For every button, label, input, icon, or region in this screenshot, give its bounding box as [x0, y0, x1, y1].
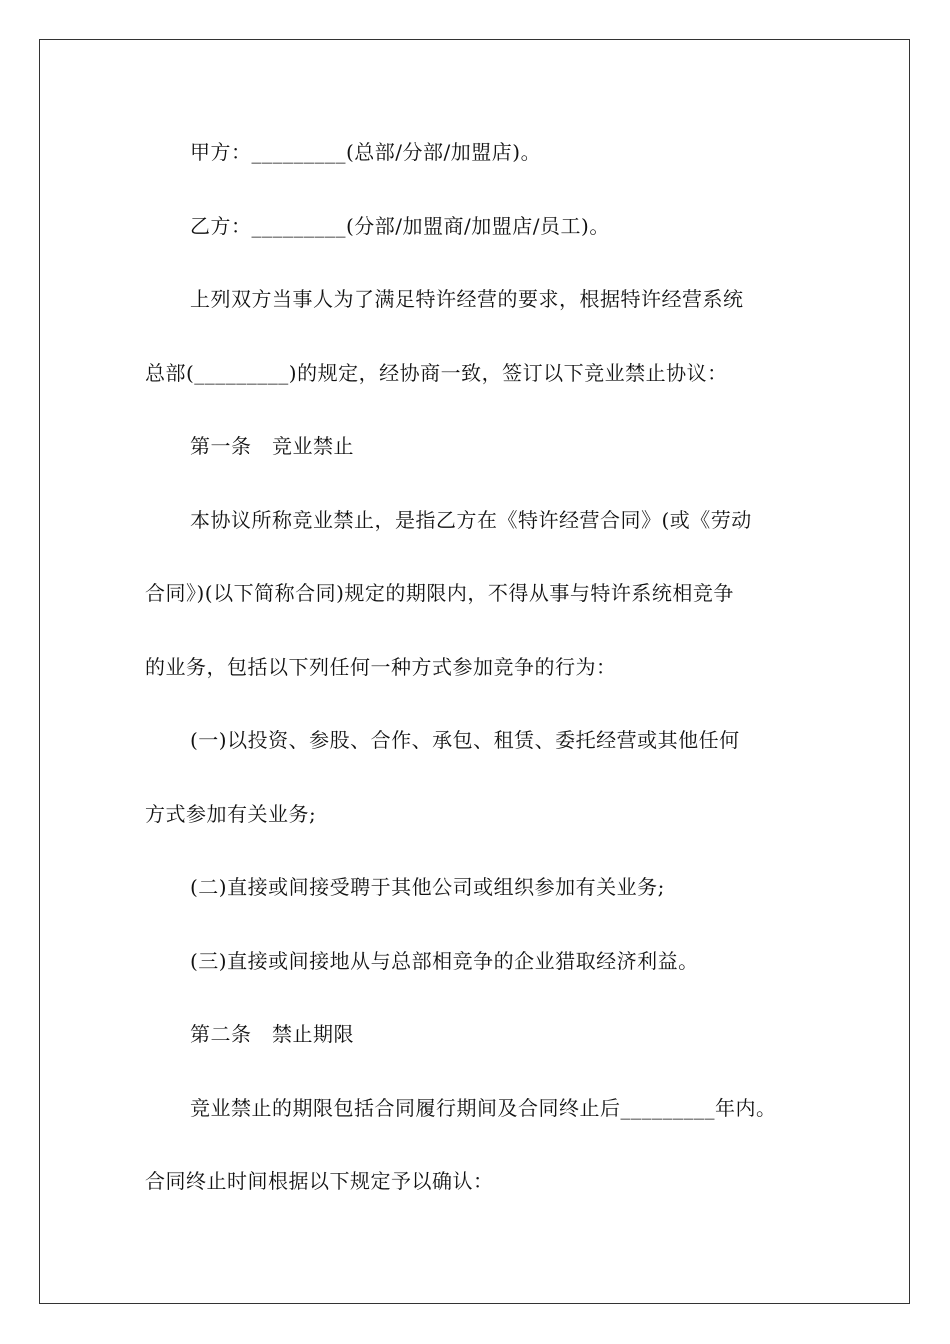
- clause-1-line-1: (一)以投资、参股、合作、承包、租赁、委托经营或其他任何: [190, 728, 740, 752]
- document-body: [145, 130, 820, 1233]
- article-1-para-line-1: 本协议所称竞业禁止，是指乙方在《特许经营合同》(或《劳动: [190, 507, 752, 532]
- clause-2-line: (二)直接或间接受聘于其他公司或组织参加有关业务;: [190, 875, 665, 899]
- article-1-para-line-2: 合同》)(以下简称合同)规定的期限内，不得从事与特许系统相竞争: [145, 581, 734, 605]
- clause-3-line: (三)直接或间接地从与总部相竞争的企业猎取经济利益。: [190, 948, 699, 973]
- preamble-line-1: 上列双方当事人为了满足特许经营的要求，根据特许经营系统: [190, 287, 744, 311]
- article-2-heading: 第二条 禁止期限: [190, 1022, 354, 1046]
- article-1-heading: 第一条 竞业禁止: [190, 434, 354, 458]
- article-1-para-line-3: 的业务，包括以下列任何一种方式参加竞争的行为：: [145, 654, 617, 679]
- party-b-line: 乙方：_________(分部/加盟商/加盟店/员工)。: [190, 213, 610, 238]
- preamble-line-2: 总部(_________)的规定，经协商一致，签订以下竞业禁止协议：: [145, 360, 728, 385]
- party-a-line: 甲方：_________(总部/分部/加盟店)。: [190, 140, 542, 164]
- clause-1-line-2: 方式参加有关业务;: [145, 801, 317, 826]
- article-2-para-line-2: 合同终止时间根据以下规定予以确认：: [145, 1169, 494, 1193]
- article-2-para-line-1: 竞业禁止的期限包括合同履行期间及合同终止后_________年内。: [190, 1095, 777, 1120]
